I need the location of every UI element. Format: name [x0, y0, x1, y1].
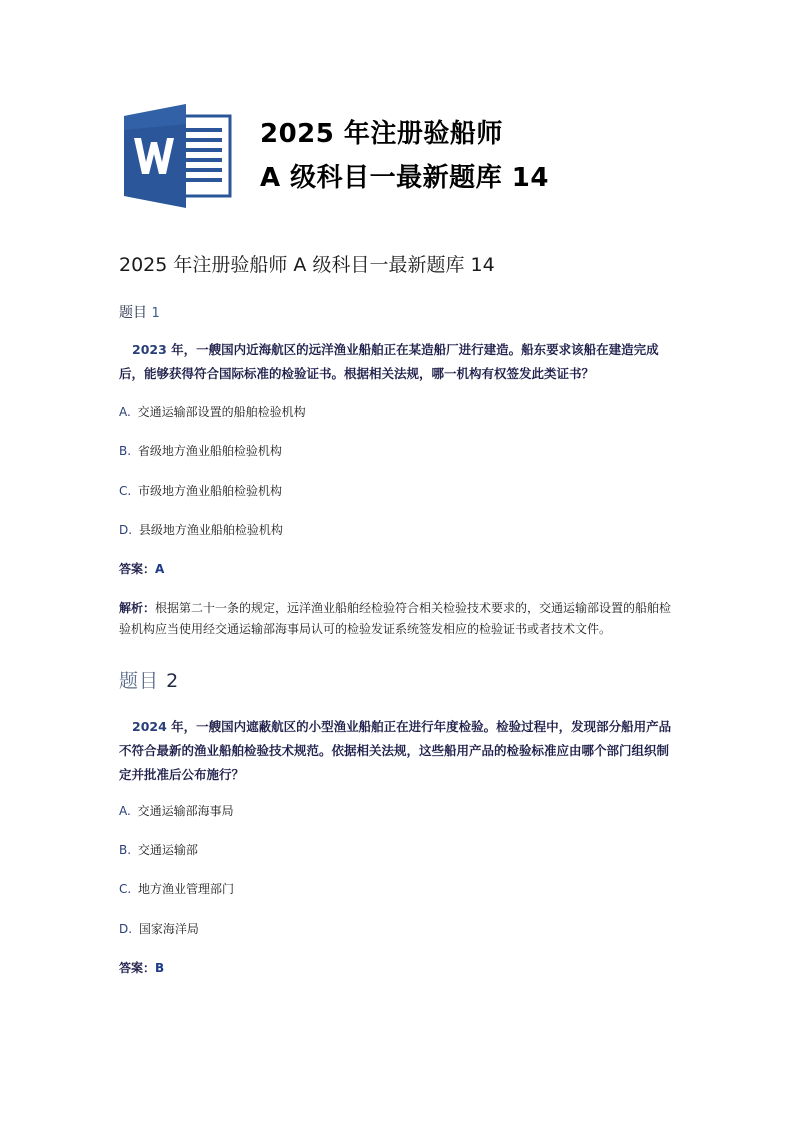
question-year: 2023 [132, 342, 167, 357]
option-letter: D. [119, 922, 133, 936]
option-letter: B. [119, 843, 132, 857]
question-1-label [119, 302, 160, 322]
option-letter: C. [119, 882, 132, 896]
header-title-line2: A 级科目一最新题库 14 [260, 163, 549, 193]
question-1-option-d [119, 521, 283, 538]
word-document-icon [124, 104, 232, 208]
question-1-stem [119, 338, 679, 386]
answer-label: 答案： [119, 562, 156, 576]
option-text: 地方渔业管理部门 [138, 882, 235, 896]
option-text: 市级地方渔业船舶检验机构 [138, 484, 283, 498]
question-2-label [119, 666, 179, 693]
option-letter: C. [119, 484, 132, 498]
option-text: 交通运输部 [137, 843, 198, 857]
question-year: 2024 [132, 719, 167, 734]
question-2-option-c [119, 880, 234, 897]
answer-value: B [155, 961, 165, 975]
question-2-stem [119, 715, 679, 787]
question-1-option-b [119, 442, 282, 459]
question-1-option-c [119, 482, 282, 499]
question-stem-text: 年，一艘国内遮蔽航区的小型渔业船舶正在进行年度检验。检验过程中，发现部分船用产品不符合最新的渔业船舶检验技术规范。依据相关法规，这些船用产品的检验标准应由哪个部门组织制定并批准后公布施行？ [119, 719, 672, 782]
header-title [260, 112, 549, 200]
question-1-analysis [119, 598, 679, 640]
option-text: 县级地方渔业船舶检验机构 [138, 523, 283, 537]
option-letter: A. [119, 804, 131, 818]
answer-value: A [155, 562, 165, 576]
option-text: 省级地方渔业船舶检验机构 [137, 444, 282, 458]
answer-label: 答案： [119, 961, 156, 975]
option-text: 交通运输部设置的船舶检验机构 [137, 405, 306, 419]
question-stem-text: 年，一艘国内近海航区的远洋渔业船舶正在某造船厂进行建造。船东要求该船在建造完成后，能够获得符合国际标准的检验证书。根据相关法规，哪一机构有权签发此类证书？ [119, 342, 659, 381]
header-title-line1: 2025 年注册验船师 [260, 119, 503, 149]
option-text: 交通运输部海事局 [137, 804, 234, 818]
question-1-option-a [119, 403, 306, 420]
option-letter: A. [119, 405, 131, 419]
document-header [124, 104, 549, 208]
option-letter: D. [119, 523, 133, 537]
analysis-text: 根据第二十一条的规定，远洋渔业船舶经检验符合相关检验技术要求的，交通运输部设置的船舶检验机构应当使用经交通运输部海事局认可的检验发证系统签发相应的检验证书或者技术文件。 [119, 601, 672, 636]
option-letter: B. [119, 444, 132, 458]
option-text: 国家海洋局 [138, 922, 199, 936]
question-2-option-b [119, 841, 198, 858]
question-label-text: 题目 [119, 305, 147, 321]
question-label-number: 1 [151, 306, 160, 321]
question-2-answer [119, 959, 164, 976]
question-2-option-d [119, 920, 199, 937]
question-2-option-a [119, 802, 234, 819]
analysis-label: 解析： [119, 601, 156, 615]
question-label-text: 题目 [119, 670, 160, 692]
document-title: 2025 年注册验船师 A 级科目一最新题库 14 [119, 254, 495, 276]
question-label-number: 2 [166, 670, 180, 692]
question-1-answer [119, 560, 164, 577]
